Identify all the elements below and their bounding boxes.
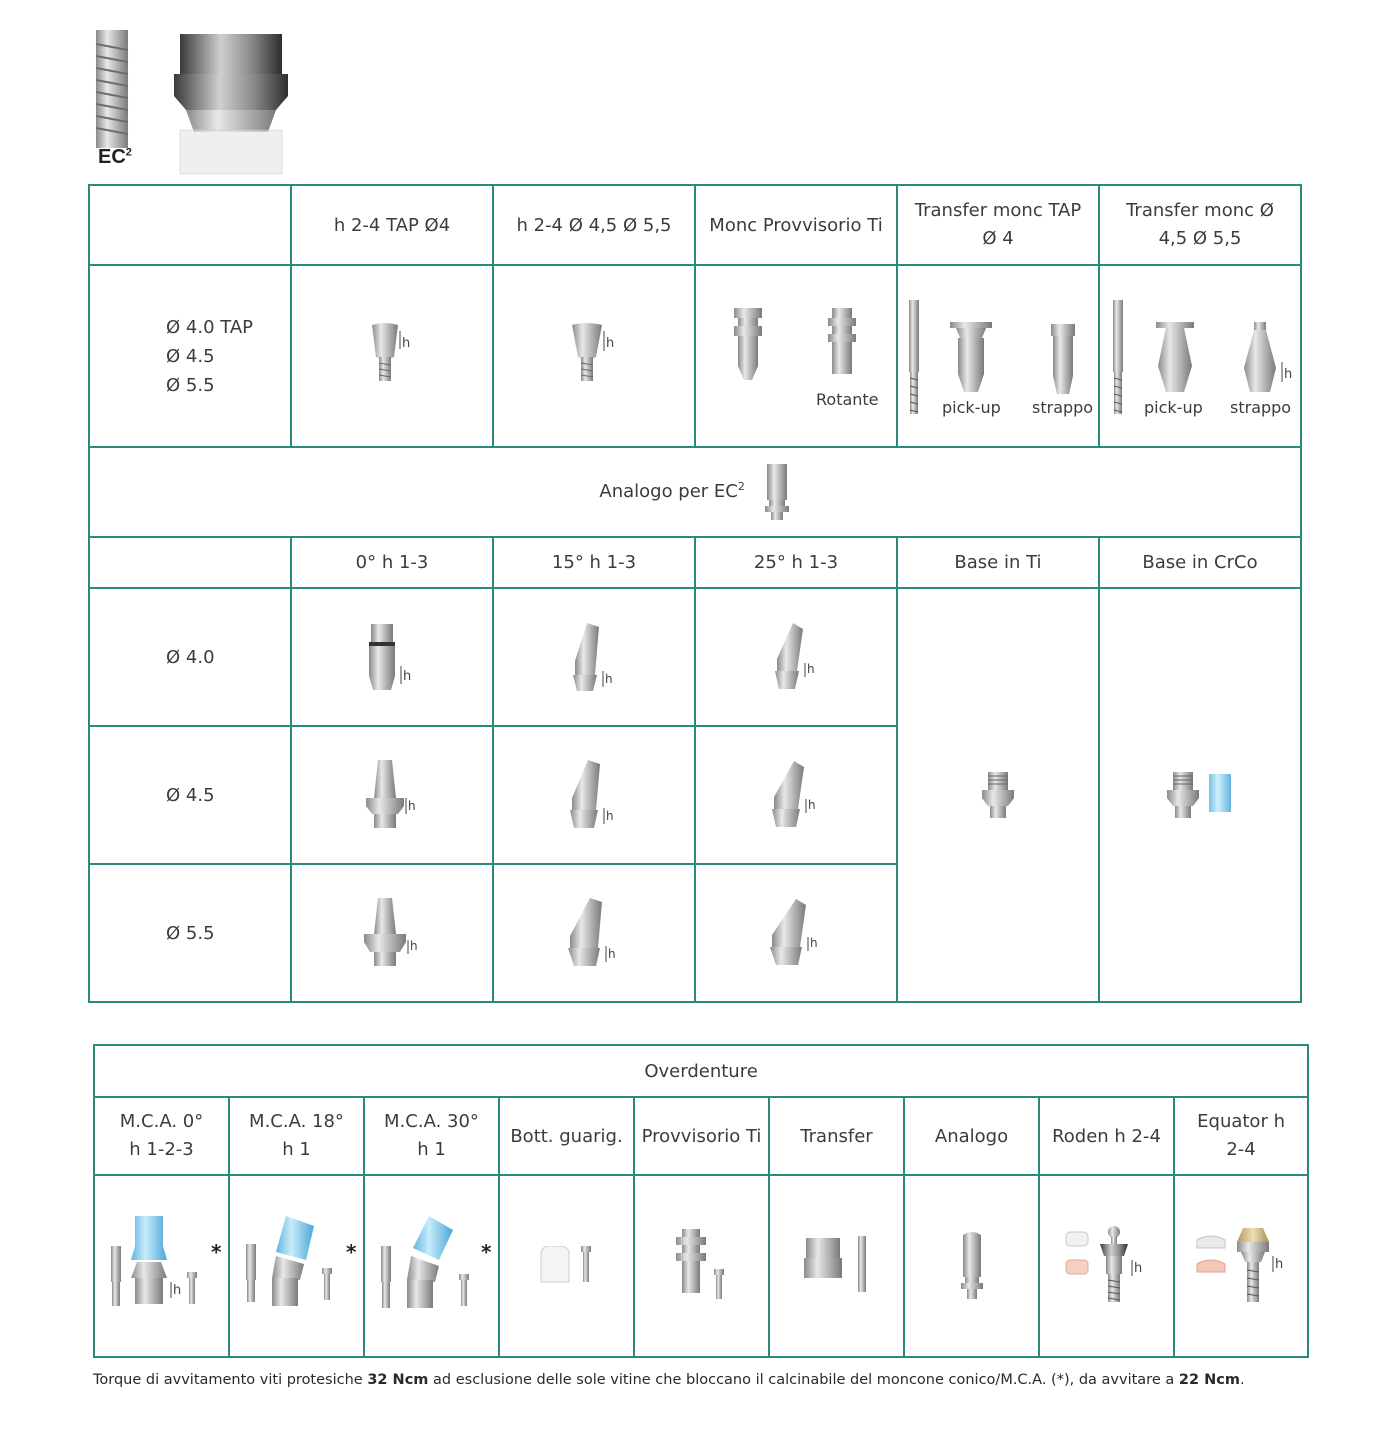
header-empty [89,185,291,265]
conical-abutment-figure [564,321,624,391]
angled-abutment-15-figure [564,896,624,970]
cell-base-crco [1099,588,1301,1002]
row-label-45: Ø 4.5 [89,726,291,864]
star-marker: * [481,1240,492,1264]
cell-provvisorio [695,265,897,447]
cell-0deg-40 [291,588,493,726]
svg-text:h: h [172,1283,181,1298]
header-base-crco: Base in CrCo [1099,537,1301,588]
angled-abutment-25-figure [767,621,825,693]
transfer-screw-figure [906,300,922,416]
pullout-transfer-figure [1048,324,1078,396]
svg-text:h: h [606,336,615,351]
od-header-mca18: M.C.A. 18° h 1 [229,1097,364,1175]
torque-footnote: Torque di avvitamento viti protesiche 32 Ncm ad esclusione delle sole vitine che bloccano il calcinabile del moncone conico/M.C.A. (*), da avvitare a 22 Ncm. [93,1372,1245,1388]
cell-25deg-40 [695,588,897,726]
healing-cap-figure [535,1246,599,1286]
angled-abutment-15-figure [564,758,624,832]
header-provvisorio: Monc Provvisorio Ti [695,185,897,265]
row-label-40: Ø 4.0 [89,588,291,726]
angled-abutment-15-figure [565,621,623,693]
overdenture-title: Overdenture [94,1045,1308,1097]
od-header-equator: Equator h 2-4 [1174,1097,1308,1175]
analog-label: Analogo per $EC^2$ [599,480,745,502]
caption-pickup: pick-up [1144,398,1203,417]
svg-text:h: h [608,947,616,961]
od-cell-transfer [769,1175,904,1357]
mca-0-figure [107,1216,217,1316]
rotating-temporary-abutment-figure [826,306,858,376]
od-header-mca0: M.C.A. 0° h 1-2-3 [94,1097,229,1175]
cell-base-ti [897,588,1099,1002]
od-cell-healing [499,1175,634,1357]
header-15deg: 15° h 1-3 [493,537,695,588]
od-header-transfer: Transfer [769,1097,904,1175]
header-0deg: 0° h 1-3 [291,537,493,588]
cell-25deg-55 [695,864,897,1002]
implant-image [92,30,132,148]
header-transfer: Transfer monc Ø 4,5 Ø 5,5 [1099,185,1301,265]
ti-base-figure [980,770,1016,820]
od-header-roden: Roden h 2-4 [1039,1097,1174,1175]
header-base-ti: Base in Ti [897,537,1099,588]
temporary-figure [672,1229,732,1303]
cell-0deg-45 [291,726,493,864]
header-25deg: 25° h 1-3 [695,537,897,588]
cell-transfer [1099,265,1301,447]
mca-30-figure [377,1216,487,1316]
pullout-transfer-figure [1240,322,1296,396]
temporary-abutment-figure [728,306,768,382]
mca-18-figure [242,1216,352,1316]
od-cell-mca30 [364,1175,499,1357]
svg-text:h: h [402,336,411,351]
angled-abutment-25-figure [766,897,826,969]
row-label-55: Ø 5.5 [89,864,291,1002]
cell-h24-abutment [493,265,695,447]
crco-base-figure [1165,770,1235,820]
od-cell-analogo [904,1175,1039,1357]
svg-text:h: h [410,939,418,953]
svg-text:h: h [606,809,614,823]
caption-strappo: strappo [1032,398,1094,417]
svg-text:h: h [807,662,815,676]
overdenture-analog-figure [957,1231,987,1301]
star-marker: * [346,1240,357,1264]
caption-strappo: strappo [1230,398,1292,417]
od-cell-provvisorio [634,1175,769,1357]
cell-0deg-55 [291,864,493,1002]
angled-header-empty [89,537,291,588]
svg-text:h: h [1133,1261,1142,1276]
od-cell-equator [1174,1175,1308,1357]
cell-transfer-tap [897,265,1099,447]
cell-tap-abutment [291,265,493,447]
overdenture-table [93,1044,1309,1358]
straight-abutment-figure [365,622,419,692]
pickup-transfer-figure [948,322,994,394]
transfer-screw-figure [1110,300,1126,416]
od-header-mca30: M.C.A. 30° h 1 [364,1097,499,1175]
row-label-diameters: Ø 4.0 TAP Ø 4.5 Ø 5.5 [89,265,291,447]
pickup-transfer-figure [1152,322,1198,394]
roden-attachment-figure [1062,1226,1152,1306]
svg-text:h: h [1284,367,1293,382]
abutment-table [88,184,1302,1003]
header-tap: h 2-4 TAP Ø4 [291,185,493,265]
od-cell-mca18 [229,1175,364,1357]
overdenture-transfer-figure [802,1236,872,1296]
header-transfer-tap: Transfer monc TAP Ø 4 [897,185,1099,265]
od-cell-roden [1039,1175,1174,1357]
svg-text:h: h [810,936,818,950]
svg-text:h: h [605,672,613,686]
cell-15deg-45 [493,726,695,864]
cell-15deg-40 [493,588,695,726]
equator-attachment-figure [1193,1226,1289,1306]
abutment-closeup-image [172,34,290,176]
header-h24: h 2-4 Ø 4,5 Ø 5,5 [493,185,695,265]
svg-text:h: h [808,798,816,812]
analog-figure [763,462,791,522]
analog-row [89,447,1301,537]
od-header-healing: Bott. guarig. [499,1097,634,1175]
straight-abutment-figure [362,896,422,970]
od-header-provvisorio: Provvisorio Ti [634,1097,769,1175]
star-marker: * [211,1240,222,1264]
od-cell-mca0 [94,1175,229,1357]
caption-rotante: Rotante [816,390,879,409]
conical-abutment-figure [362,321,422,391]
cell-15deg-55 [493,864,695,1002]
cell-25deg-45 [695,726,897,864]
implant-label: $EC^2$ [98,146,132,168]
svg-text:h: h [408,799,416,813]
angled-abutment-25-figure [766,759,826,831]
svg-text:h: h [1275,1257,1284,1272]
od-header-analogo: Analogo [904,1097,1039,1175]
caption-pickup: pick-up [942,398,1001,417]
straight-abutment-figure [364,758,420,832]
svg-text:h: h [403,669,412,684]
